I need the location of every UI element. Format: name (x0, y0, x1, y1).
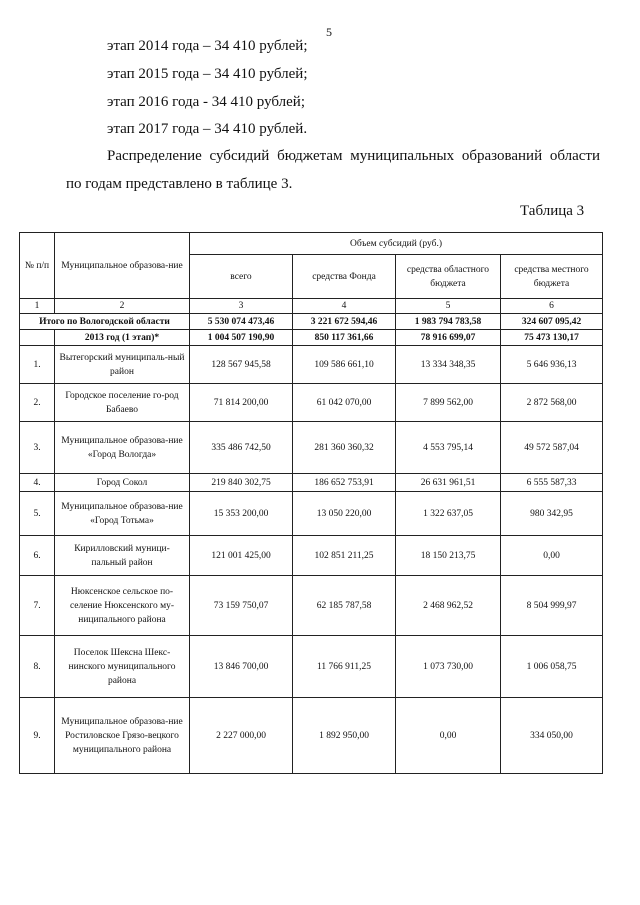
summary-row-2013 (20, 330, 603, 346)
row-local: 49 572 587,04 (501, 422, 603, 474)
summary-row-total (20, 314, 603, 330)
summary-local: 75 473 130,17 (501, 330, 603, 346)
table-header-row-1 (20, 233, 603, 255)
row-total: 71 814 200,00 (190, 384, 293, 422)
row-name: Городское поселение го-род Бабаево (55, 384, 190, 422)
row-num: 1. (20, 346, 55, 384)
row-num: 2. (20, 384, 55, 422)
table-row (20, 474, 603, 492)
summary-empty-cell (20, 330, 55, 346)
table-row (20, 576, 603, 636)
row-local: 8 504 999,97 (501, 576, 603, 636)
row-name: Кирилловский муници-пальный район (55, 536, 190, 576)
row-local: 334 050,00 (501, 698, 603, 774)
row-fund: 281 360 360,32 (293, 422, 396, 474)
row-num: 3. (20, 422, 55, 474)
table-caption: Таблица 3 (520, 203, 585, 219)
row-regional: 18 150 213,75 (396, 536, 501, 576)
row-num: 7. (20, 576, 55, 636)
col-number: 6 (501, 299, 603, 314)
stage-line-2016: этап 2016 года - 34 410 рублей; (107, 94, 305, 110)
header-regional: средства областного бюджета (396, 255, 501, 299)
header-municipality: Муниципальное образова-ние (55, 233, 190, 299)
table-row (20, 422, 603, 474)
distribution-paragraph-line2: по годам представлено в таблице 3. (66, 176, 293, 192)
row-total: 121 001 425,00 (190, 536, 293, 576)
stage-line-2014: этап 2014 года – 34 410 рублей; (107, 38, 308, 54)
row-name: Муниципальное образова-ние «Город Вологда» (55, 422, 190, 474)
row-fund: 61 042 070,00 (293, 384, 396, 422)
row-total: 335 486 742,50 (190, 422, 293, 474)
row-name: Муниципальное образова-ние Ростиловское Грязо-вецкого муниципального района (55, 698, 190, 774)
summary-total: 1 004 507 190,90 (190, 330, 293, 346)
summary-regional: 1 983 794 783,58 (396, 314, 501, 330)
page-number: 5 (326, 25, 332, 39)
row-local: 2 872 568,00 (501, 384, 603, 422)
row-total: 128 567 945,58 (190, 346, 293, 384)
table-row (20, 492, 603, 536)
summary-label: Итого по Вологодской области (20, 314, 190, 330)
table-row (20, 536, 603, 576)
row-fund: 109 586 661,10 (293, 346, 396, 384)
row-fund: 13 050 220,00 (293, 492, 396, 536)
col-number: 4 (293, 299, 396, 314)
row-fund: 1 892 950,00 (293, 698, 396, 774)
header-num: № п/п (20, 233, 55, 299)
row-name: Поселок Шексна Шекс-нинского муниципального района (55, 636, 190, 698)
header-local: средства местного бюджета (501, 255, 603, 299)
column-number-row (20, 299, 603, 314)
summary-regional: 78 916 699,07 (396, 330, 501, 346)
row-fund: 11 766 911,25 (293, 636, 396, 698)
row-regional: 0,00 (396, 698, 501, 774)
summary-fund: 850 117 361,66 (293, 330, 396, 346)
row-total: 219 840 302,75 (190, 474, 293, 492)
row-num: 4. (20, 474, 55, 492)
row-fund: 62 185 787,58 (293, 576, 396, 636)
row-total: 2 227 000,00 (190, 698, 293, 774)
summary-local: 324 607 095,42 (501, 314, 603, 330)
row-local: 5 646 936,13 (501, 346, 603, 384)
row-num: 6. (20, 536, 55, 576)
header-fund: средства Фонда (293, 255, 396, 299)
row-num: 9. (20, 698, 55, 774)
row-local: 6 555 587,33 (501, 474, 603, 492)
row-local: 0,00 (501, 536, 603, 576)
table-row (20, 346, 603, 384)
row-regional: 2 468 962,52 (396, 576, 501, 636)
col-number: 2 (55, 299, 190, 314)
row-regional: 7 899 562,00 (396, 384, 501, 422)
table-row (20, 384, 603, 422)
row-regional: 1 073 730,00 (396, 636, 501, 698)
subsidy-table (19, 232, 603, 774)
table-row (20, 698, 603, 774)
row-name: Муниципальное образова-ние «Город Тотьма» (55, 492, 190, 536)
distribution-paragraph-line1: Распределение субсидий бюджетам муниципальных образований области (107, 148, 600, 164)
row-name: Город Сокол (55, 474, 190, 492)
col-number: 1 (20, 299, 55, 314)
row-regional: 26 631 961,51 (396, 474, 501, 492)
col-number: 3 (190, 299, 293, 314)
summary-fund: 3 221 672 594,46 (293, 314, 396, 330)
row-fund: 102 851 211,25 (293, 536, 396, 576)
summary-label: 2013 год (1 этап)* (55, 330, 190, 346)
row-regional: 1 322 637,05 (396, 492, 501, 536)
row-regional: 4 553 795,14 (396, 422, 501, 474)
row-regional: 13 334 348,35 (396, 346, 501, 384)
header-total: всего (190, 255, 293, 299)
stage-line-2015: этап 2015 года – 34 410 рублей; (107, 66, 308, 82)
stage-line-2017: этап 2017 года – 34 410 рублей. (107, 121, 308, 137)
table-row (20, 636, 603, 698)
row-fund: 186 652 753,91 (293, 474, 396, 492)
summary-total: 5 530 074 473,46 (190, 314, 293, 330)
row-name: Нюксенское сельское по-селение Нюксенского му-ниципального района (55, 576, 190, 636)
header-volume: Объем субсидий (руб.) (190, 233, 603, 255)
col-number: 5 (396, 299, 501, 314)
row-local: 1 006 058,75 (501, 636, 603, 698)
row-local: 980 342,95 (501, 492, 603, 536)
row-total: 73 159 750,07 (190, 576, 293, 636)
row-total: 15 353 200,00 (190, 492, 293, 536)
row-num: 8. (20, 636, 55, 698)
row-name: Вытегорский муниципаль-ный район (55, 346, 190, 384)
row-total: 13 846 700,00 (190, 636, 293, 698)
row-num: 5. (20, 492, 55, 536)
